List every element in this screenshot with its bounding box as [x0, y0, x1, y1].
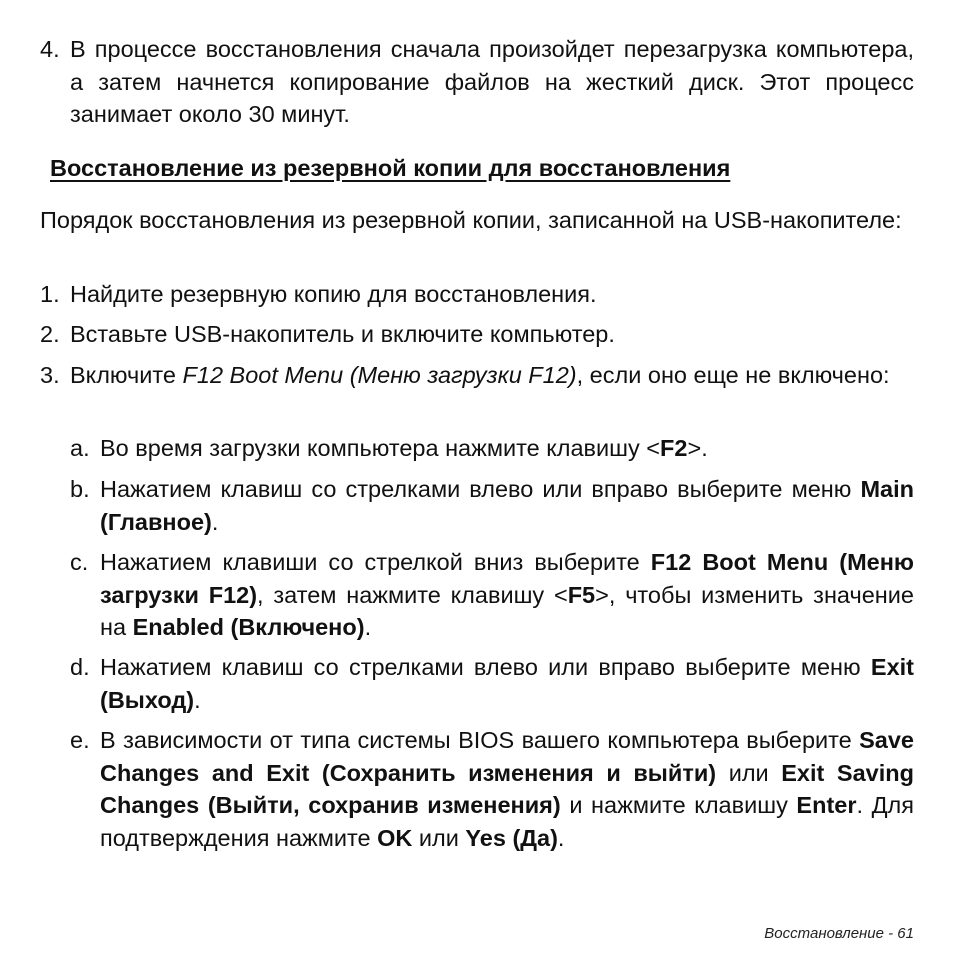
key-name: F5 — [567, 581, 596, 608]
substep-text — [100, 651, 914, 716]
substep-text — [100, 432, 914, 465]
substep-letter: e. — [70, 727, 90, 753]
substep-c — [70, 546, 914, 644]
step-1 — [40, 278, 914, 311]
button-name: Yes (Да) — [465, 824, 558, 851]
text-run: , если оно еще не включено: — [576, 362, 890, 388]
option-name: Save Changes and Exit (Сохранить изменения и выйти) — [100, 727, 914, 786]
step-number: 1. — [40, 281, 60, 307]
text-run: Во время загрузки компьютера нажмите клавишу < — [100, 435, 661, 461]
page-footer: Восстановление - 61 — [764, 925, 914, 942]
menu-name: Main (Главное) — [100, 476, 914, 535]
substep-a — [70, 432, 914, 465]
substep-letter: a. — [70, 435, 90, 461]
text-run: Включите — [70, 362, 183, 388]
substep-text — [100, 724, 914, 854]
text-run: . Для подтверждения нажмите — [100, 792, 914, 851]
substep-text — [100, 473, 914, 538]
option-name: Exit Saving Changes (Выйти, сохранив изменения) — [100, 759, 914, 819]
setting-value: Enabled (Включено) — [132, 614, 365, 641]
text-run: В зависимости от типа системы BIOS вашего компьютера выберите — [100, 727, 860, 753]
text-run: Нажатием клавиши со стрелкой вниз выберите — [100, 549, 651, 575]
substep-d — [70, 651, 914, 716]
text-run: . — [557, 824, 565, 851]
substep-letter: c. — [70, 549, 89, 575]
step-3 — [40, 359, 914, 392]
substep-letter: b. — [70, 476, 90, 502]
step-number: 3. — [40, 362, 60, 388]
step-number: 4. — [40, 36, 60, 62]
text-run: >. — [687, 435, 708, 461]
step-number: 2. — [40, 321, 60, 347]
step-2 — [40, 318, 914, 351]
menu-name-italic: F12 Boot Menu (Меню загрузки F12) — [182, 362, 577, 388]
text-run: . — [211, 508, 219, 535]
substep-b — [70, 473, 914, 538]
substep-text — [100, 546, 914, 644]
step-text: В процессе восстановления сначала произойдет перезагрузка компьютера, а затем начнется копирование файлов на жесткий диск. Этот процесс занимает около 30 минут. — [70, 36, 914, 128]
text-run: или — [412, 824, 466, 851]
text-run: >, чтобы изменить значение на — [100, 581, 914, 641]
menu-name: Exit (Выход) — [100, 654, 914, 713]
step-text — [70, 359, 914, 392]
key-name: Enter — [796, 792, 857, 819]
button-name: OK — [377, 824, 413, 851]
text-run: и нажмите клавишу — [560, 792, 797, 819]
text-run: . — [364, 614, 372, 641]
intro-paragraph: Порядок восстановления из резервной копии, записанной на USB-накопителе: — [40, 207, 902, 233]
step-4 — [40, 33, 914, 131]
key-name: F2 — [660, 435, 688, 461]
text-run: или — [716, 759, 782, 786]
text-run: , затем нажмите клавишу < — [257, 581, 568, 608]
text-run: . — [194, 686, 201, 713]
menu-name: F12 Boot Menu (Меню загрузки F12) — [100, 549, 914, 608]
step-text: Найдите резервную копию для восстановления. — [70, 281, 597, 307]
step-text: Вставьте USB-накопитель и включите компьютер. — [70, 321, 615, 347]
substep-e — [70, 724, 914, 854]
text-run: Нажатием клавиш со стрелками влево или вправо выберите меню — [100, 476, 861, 502]
text-run: Нажатием клавиш со стрелками влево или вправо выберите меню — [100, 654, 871, 680]
section-heading: Восстановление из резервной копии для восстановления — [50, 155, 731, 181]
substep-letter: d. — [70, 654, 90, 680]
